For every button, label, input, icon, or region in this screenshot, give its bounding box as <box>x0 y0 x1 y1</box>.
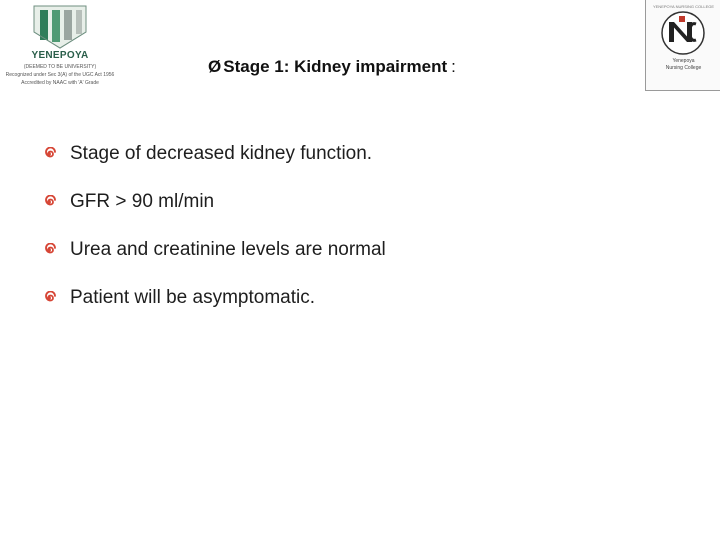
spiral-icon <box>42 195 56 209</box>
spiral-icon <box>42 243 56 257</box>
title-suffix: : <box>451 57 456 76</box>
bullet-text: Patient will be asymptomatic. <box>70 287 315 308</box>
title-arrow-bullet: Ø <box>208 57 222 76</box>
bullet-text: Urea and creatinine levels are normal <box>70 239 386 260</box>
spiral-icon <box>42 147 56 161</box>
university-recognition: Recognized under Sec 3(A) of the UGC Act 1956 <box>5 72 115 78</box>
college-seal-icon <box>660 10 706 56</box>
title-text: Stage 1: Kidney impairment <box>223 57 448 76</box>
seal-top-text: YENEPOYA NURSING COLLEGE <box>652 4 715 9</box>
slide-title <box>208 57 456 77</box>
university-emblem-icon <box>30 2 90 52</box>
bullet-text: Stage of decreased kidney function. <box>70 143 373 164</box>
seal-line-1: Yenepoya <box>672 58 695 64</box>
nursing-college-seal <box>645 0 720 91</box>
university-subtitle: (DEEMED TO BE UNIVERSITY) <box>23 64 97 70</box>
spiral-icon <box>42 291 56 305</box>
university-logo <box>0 0 120 98</box>
university-accreditation: Accredited by NAAC with 'A' Grade <box>21 80 99 86</box>
bullet-text: GFR > 90 ml/min <box>70 191 215 212</box>
seal-line-2: Nursing College <box>665 65 702 71</box>
university-name: YENEPOYA <box>31 50 89 61</box>
